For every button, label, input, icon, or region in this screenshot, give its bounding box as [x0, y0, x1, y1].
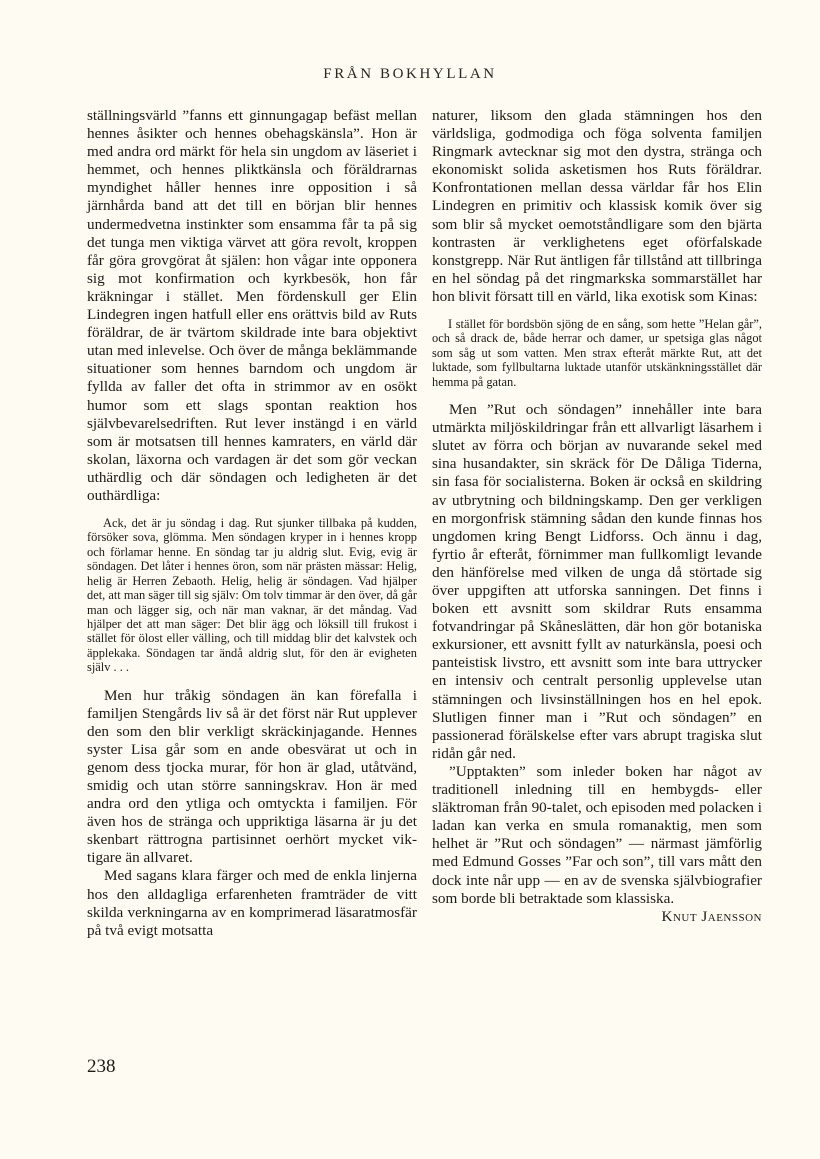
author-signature: Knut Jaensson [661, 907, 762, 925]
body-paragraph: Med sagans klara färger och med de enkla linjerna hos den alldagliga erfarenheten framträder de vitt skilda verkningarna av en komprimerad läsaratmosfär på två evigt motsatta [87, 867, 417, 939]
body-paragraph-final [432, 762, 762, 925]
body-paragraph: ställningsvärld ”fanns ett ginnungagap befäst mellan hennes åsikter och hennes obehagskänsla”. Hon är med andra ord märkt för hela sin ungdom av läseriet i hemmet, och hennes pliktkänsla och föräldrarnas myndighet håller hennes inre opposition i så järnhårda band att det till en början blir hennes undermedvetna instinkter som ensamma får ta på sig det tunga men viktiga värvet att göra revolt, kroppen får göra grovgörat åt själen: hon vågar inte opponera sig mot konfirmation och kyrkbesök, hon får kräkningar i stället. Men fördenskull ger Elin Lindegren ingen hatfull eller ens orättvis bild av Ruts föräldrar, de är tvärtom skildrade inte bara objektivt utan med inlevelse. Och över de många beklämmande situationer som hennes barndom och ungdom är fyllda av faller det ofta in strimmor av en osökt humor som ett slags spontan reaktion hos självbevarelsedriften. Rut lever instängd i en värld som är motsatsen till hennes kamraters, en värld där skolan, läxorna och vardagen är det som gör veckan uthärdlig och där söndagen och ledigheten är det outhärdliga: [87, 107, 417, 504]
left-column [87, 107, 417, 940]
final-paragraph-text: ”Upptakten” som inleder boken har något av traditionell inledning till en hembygds- eller släktroman från 90-talet, och episoden med polacken i ladan kan verka en smula romanaktig, men som helhet är ”Rut och söndagen” — närmast jämförlig med Edmund Gosses ”Far och son”, till vars mått den dock inte når upp — en av de svenska självbiografier som borde bli betraktade som klassiska. [432, 762, 762, 907]
page-number: 238 [87, 1056, 116, 1077]
body-paragraph: naturer, liksom den glada stämningen hos den världsliga, godmodiga och föga solventa familjen Ringmark avtecknar sig mot den dystra, stränga och ekonomiskt solida asketismen hos Ruts föräldrar. Konfrontationen mellan dessa världar får hos Elin Lindegren en primitiv och klassisk komik över sig som blir så mycket oemotståndligare som den bjärta kontrasten är verklighetens eget oförfalskade konstgrepp. När Rut äntligen får tillstånd att tillbringa en hel söndag på det ringmarkska sommarstället har hon blivit försatt till en värld, lika exotisk som Kinas: [432, 107, 762, 305]
body-paragraph: Men ”Rut och söndagen” innehåller inte bara utmärkta miljöskildringar från ett allvarligt läsarhem i slutet av förra och början av nuvarande sekel med sina husandakter, sin skräck för De Dåliga Tiderna, sin fasa för socialisterna. Boken är också en skildring av utbrytning och bildningskamp. Den ger verkligen en morgonfrisk stämning sådan den kunde finnas hos ungdomen kring Bengt Lidforss. Och ännu i dag, fyrtio år efteråt, förnimmer man fullkomligt levande den hänförelse med vilken de unga då störtade sig över uppgiften att utforska sanningen. Det finns i boken ett avsnitt som skildrar Ruts ensamma fotvandringar på Skåneslätten, där hon gör botaniska exkursioner, ett avsnitt fyllt av naturkänsla, poesi och panteistisk livstro, ett avsnitt som inte bara uttrycker en intensiv och centralt personlig upplevelse utan stämningen och livsinställningen hos en hel epok. Slutligen finner man i ”Rut och söndagen” en passionerad förälskelse efter vars abrupt tragiska slut ridån går ned. [432, 401, 762, 762]
right-column [432, 107, 762, 926]
running-header: FRÅN BOKHYLLAN [323, 66, 497, 82]
block-quote: I stället för bordsbön sjöng de en sång, som hette ”Helan går”, och så drack de, både herrar och damer, ur spetsiga glas något som såg ut som vatten. Men strax efteråt märkte Rut, att det luktade, som fyllbultarna luktade utanför utskänkningsstället där hemma på gatan. [432, 317, 762, 389]
block-quote: Ack, det är ju söndag i dag. Rut sjunker tillbaka på kudden, försöker sova, glömma. Men söndagen kryper in i hennes kropp och förlamar henne. En söndag tar ju aldrig slut. Evig, evig är söndagen. Det låter i hennes öron, som när prästen mässar: Helig, helig är Herren Zebaoth. Helig, helig är söndagen. Vad hjälper det, att man säger till sig själv: Om tolv timmar är den över, då går man och lägger sig, och när man vaknar, är det måndag. Vad hjälper det att man säger: Det blir ägg och löksill till frukost i stället för ölost eller välling, och till middag blir det kalvstek och äpplekaka. Söndagen tar ändå aldrig slut, för den är evigheten själv . . . [87, 516, 417, 675]
body-paragraph: Men hur tråkig söndagen än kan förefalla i familjen Stengårds liv så är det först när Rut upplever den som den blir verkligt skräckinjagande. Hennes syster Lisa går som en ande obesvärat ut och in genom dess tjocka murar, för hon är glad, utåtvänd, smidig och utan större sanningskrav. Hon är med andra ord den ytliga och omtyckta i familjen. För även hos de stränga och uppriktiga läsarna är ju det skenbart rättrogna partisinnet oerhört mycket viktigare än allvaret. [87, 686, 417, 867]
